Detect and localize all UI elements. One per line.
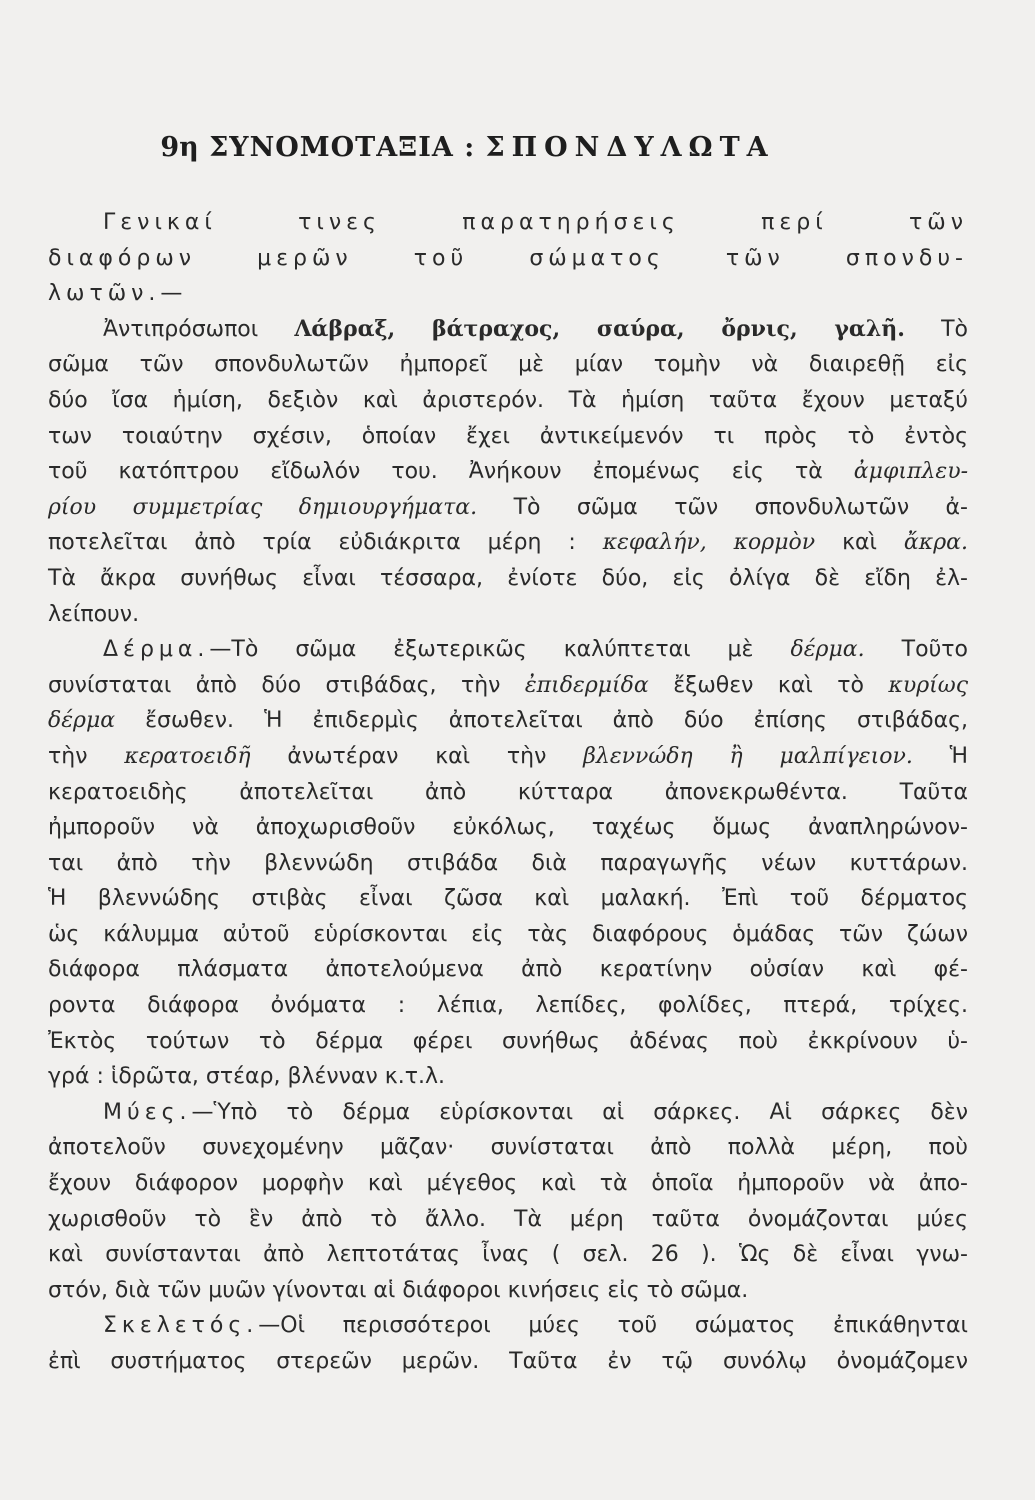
text-segment: σῶμα τῶν σπονδυλωτῶν ἠμπορεῖ μὲ μίαν τομὴν νὰ διαιρεθῇ εἰς [48,352,968,378]
body-text [48,205,968,1380]
text-line [48,988,968,1024]
spaced-text: Μύες. [103,1099,192,1125]
italic-text: ρίου συμμετρίας δημιουργήματα. [48,494,478,520]
text-segment: ἐπὶ συστήματος στερεῶν μερῶν. Ταῦτα ἐν τῷ συνόλῳ ὀνομάζομεν [48,1349,968,1374]
text-line [48,1024,968,1060]
text-segment: Τὸ σῶμα τῶν σπονδυλωτῶν ἀ- [477,494,968,520]
italic-text: κεφαλήν, κορμὸν [602,530,816,556]
text-segment: καὶ [815,530,904,556]
italic-text: δέρμα. [790,637,865,663]
text-line [48,561,968,597]
italic-text: κερατοειδῆ [124,743,251,769]
text-line [48,312,968,348]
text-segment: δύο ἴσα ἡμίση, δεξιὸν καὶ ἀριστερόν. Τὰ ἡμίση ταῦτα ἔχουν μεταξύ [48,387,968,413]
text-line [48,775,968,811]
text-line [48,632,968,668]
text-segment: χωρισθοῦν τὸ ἓν ἀπὸ τὸ ἄλλο. Τὰ μέρη ταῦτα ὀνομάζονται μύες [48,1206,968,1232]
text-line [48,454,968,490]
text-segment: ἀνωτέραν καὶ τὴν [250,743,584,769]
text-segment: ροντα διάφορα ὀνόματα : λέπια, λεπίδες, φολίδες, πτερά, τρίχες. [48,993,968,1019]
text-line [48,276,968,312]
text-line [48,1308,968,1344]
text-segment: Ἡ [912,743,968,769]
text-segment: ἔσωθεν. Ἡ ἐπιδερμὶς ἀποτελεῖται ἀπὸ δύο ἐπίσης στιβάδας, [115,708,968,734]
chapter-title: ΣΥΝΟΜΟΤΑΞΙΑ : [209,132,476,163]
text-line [48,241,968,277]
text-line [48,597,968,633]
text-segment: ἔξωθεν καὶ τὸ [648,672,889,698]
text-line [48,347,968,383]
text-segment: γρά : ἱδρῶτα, στέαρ, βλένναν κ.τ.λ. [48,1064,445,1090]
chapter-heading [0,132,935,163]
text-line [48,1273,968,1309]
text-segment: Ἐκτὸς τούτων τὸ δέρμα φέρει συνήθως ἀδένας ποὺ ἐκκρίνουν ὑ- [48,1028,968,1054]
text-line [48,1059,968,1095]
text-line [48,205,968,241]
text-line [48,1237,968,1273]
text-segment: τοῦ κατόπτρου εἴδωλόν του. Ἀνήκουν ἐπομένως εἰς τὰ [48,459,854,485]
chapter-subtitle: ΣΠΟΝΔΥΛΩΤΑ [485,132,775,163]
text-segment: Τὰ ἄκρα συνήθως εἶναι τέσσαρα, ἐνίοτε δύο, εἰς ὀλίγα δὲ εἴδη ἐλ- [48,565,968,591]
italic-text: δέρμα [48,708,116,734]
text-line [48,1202,968,1238]
italic-text: ἀμφιπλευ- [853,459,968,485]
text-line [48,419,968,455]
text-segment: διάφορα πλάσματα ἀποτελούμενα ἀπὸ κερατίνην οὐσίαν καὶ φέ- [48,957,968,983]
text-segment: ποτελεῖται ἀπὸ τρία εὐδιάκριτα μέρη : [48,530,603,556]
italic-text: βλεννώδη ἢ μαλπίγειον. [583,743,913,769]
chapter-number: 9η [160,132,199,163]
text-segment: λείπουν. [48,601,140,627]
text-line [48,1166,968,1202]
text-line [48,846,968,882]
text-segment: τὴν [48,743,125,769]
text-line [48,703,968,739]
text-segment: καὶ συνίστανται ἀπὸ λεπτοτάτας ἶνας ( σελ. 26 ). Ὡς δὲ εἶναι γνω- [48,1242,968,1268]
text-line [48,1344,968,1380]
italic-text: ἐπιδερμίδα [524,672,649,698]
text-segment: ὡς κάλυμμα αὐτοῦ εὑρίσκονται εἰς τὰς διαφόρους ὁμάδας τῶν ζώων [48,921,968,947]
text-line [48,917,968,953]
text-segment: κερατοειδὴς ἀποτελεῖται ἀπὸ κύτταρα ἀπονεκρωθέντα. Ταῦτα [48,779,968,805]
spaced-text: Σκελετός. [103,1313,259,1339]
text-segment: των τοιαύτην σχέσιν, ὁποίαν ἔχει ἀντικείμενόν τι πρὸς τὸ ἐντὸς [48,423,968,449]
text-line [48,952,968,988]
text-line [48,881,968,917]
text-segment: στόν, διὰ τῶν μυῶν γίνονται αἱ διάφοροι κινήσεις εἰς τὸ σῶμα. [48,1277,749,1303]
text-segment: ται ἀπὸ τὴν βλεννώδη στιβάδα διὰ παραγωγῆς νέων κυττάρων. [48,850,968,876]
text-line [48,490,968,526]
text-segment: —Τὸ σῶμα ἐξωτερικῶς καλύπτεται μὲ [209,637,791,663]
italic-text: κυρίως [888,672,969,698]
text-segment: ἀποτελοῦν συνεχομένην μᾶζαν· συνίσταται ἀπὸ πολλὰ μέρη, ποὺ [48,1135,968,1161]
text-segment: συνίσταται ἀπὸ δύο στιβάδας, τὴν [48,672,525,698]
text-segment: Ἀντιπρόσωποι [103,316,295,342]
bold-text: Λάβραξ, βάτραχος, σαύρα, ὄρνις, γαλῆ. [294,315,905,342]
text-line [48,668,968,704]
spaced-text: Δέρμα. [103,637,210,663]
text-line [48,1095,968,1131]
text-segment: Τοῦτο [864,637,968,663]
text-segment: —Οἱ περισσότεροι μύες τοῦ σώματος ἐπικάθηνται [258,1313,968,1339]
text-segment: Τὸ [904,316,968,342]
text-line [48,1130,968,1166]
italic-text: ἄκρα. [903,530,968,556]
spaced-text: Γενικαί τινες παρατηρήσεις περί τῶν [103,210,968,235]
text-line [48,383,968,419]
text-segment: ἠμποροῦν νὰ ἀποχωρισθοῦν εὐκόλως, ταχέως ὅμως ἀναπληρώνον- [48,815,968,841]
text-line [48,525,968,561]
text-segment: Ἡ βλεννώδης στιβὰς εἶναι ζῶσα καὶ μαλακή. Ἐπὶ τοῦ δέρματος [48,886,968,912]
text-line [48,739,968,775]
spaced-text: διαφόρων μερῶν τοῦ σώματος τῶν σπονδυ- [48,245,968,271]
text-segment: —Ὑπὸ τὸ δέρμα εὑρίσκονται αἱ σάρκες. Αἱ σάρκες δὲν [191,1099,968,1125]
spaced-text: λωτῶν.— [48,281,188,307]
text-segment: ἔχουν διάφορον μορφὴν καὶ μέγεθος καὶ τὰ ὁποῖα ἠμποροῦν νὰ ἀπο- [48,1171,968,1197]
text-line [48,810,968,846]
